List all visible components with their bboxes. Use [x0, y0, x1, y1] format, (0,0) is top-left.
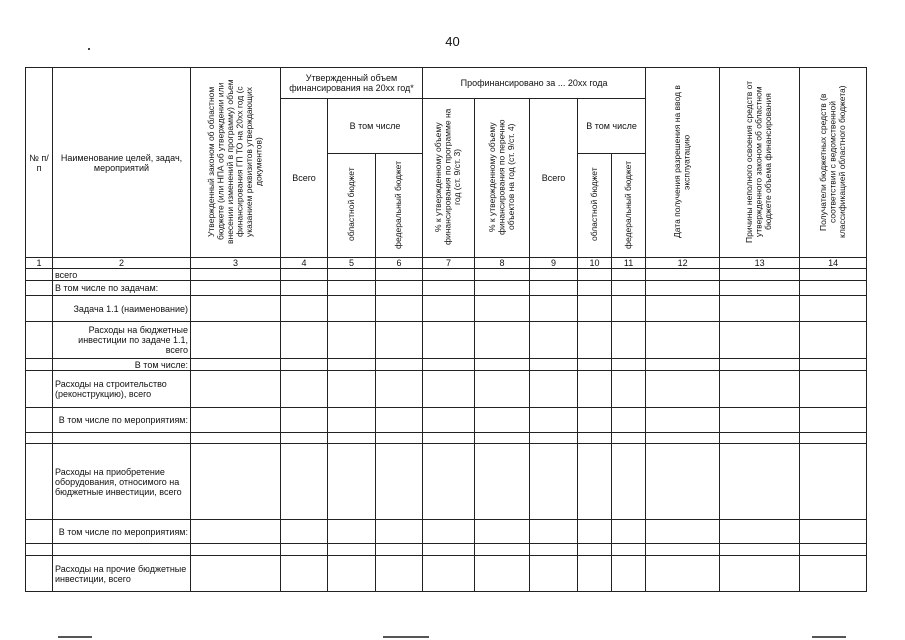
colnum: 7: [423, 258, 475, 269]
header-reasons-cell: [720, 68, 800, 258]
colnum: 10: [578, 258, 612, 269]
colnum: 12: [646, 258, 720, 269]
row-label: Расходы на прочие бюджетные инвестиции, всего: [53, 556, 191, 592]
colnum: 2: [53, 258, 191, 269]
table-row: [26, 269, 867, 281]
header-federal-cell: [376, 154, 423, 258]
header-regional2-cell: [578, 154, 612, 258]
table-row: [26, 359, 867, 371]
header-pct-program: % к утвержденному объему финансирования по программе на год (ст. 9/ст. 3): [433, 108, 463, 246]
table-row: [26, 433, 867, 444]
header-reasons: Причины неполного освоения средств от утвержденного законом об областном бюджете объема финансирования: [744, 80, 774, 243]
table-row: [26, 322, 867, 359]
financing-report-table: [25, 67, 867, 592]
row-label: Расходы на бюджетные инвестиции по задаче 1.1, всего: [53, 322, 191, 359]
row-label: В том числе по мероприятиям:: [53, 408, 191, 433]
table-row: [26, 371, 867, 408]
header-recipients: Получатели бюджетных средств (в соответствии с ведомственной классификацией областного бюджета): [817, 85, 847, 238]
row-label: Расходы на приобретение оборудования, относимого на бюджетные инвестиции, всего: [53, 444, 191, 520]
colnum: 8: [475, 258, 530, 269]
colnum: 14: [800, 258, 867, 269]
table-row: [26, 444, 867, 520]
row-label: В том числе по задачам:: [53, 281, 191, 296]
table-row: [26, 556, 867, 592]
header-recipients-cell: [800, 68, 867, 258]
row-label: Задача 1.1 (наименование): [53, 296, 191, 322]
colnum: 9: [530, 258, 578, 269]
row-label: [53, 433, 191, 444]
colnum: 5: [328, 258, 376, 269]
header-regional2: областной бюджет: [588, 167, 599, 242]
header-law-cell: [191, 68, 281, 258]
header-federal2-cell: [612, 154, 646, 258]
column-numbers-row: [26, 258, 867, 269]
colnum: 11: [612, 258, 646, 269]
header-num: № п/п: [26, 68, 53, 258]
header-including: В том числе: [328, 99, 423, 154]
colnum: 3: [191, 258, 281, 269]
table-row: [26, 408, 867, 433]
row-label: В том числе по мероприятиям:: [53, 520, 191, 544]
table-row: [26, 296, 867, 322]
header-total: Всего: [281, 99, 328, 258]
header-federal: федеральный бюджет: [393, 160, 404, 249]
header-regional: областной бюджет: [345, 167, 356, 242]
row-label: всего: [53, 269, 191, 281]
row-label: В том числе:: [53, 359, 191, 371]
header-approved-group: Утвержденный объем финансирования на 20хх год*: [281, 68, 423, 99]
header-financed-group: Профинансировано за ... 20хх года: [423, 68, 646, 99]
row-label: Расходы на строительство (реконструкцию), всего: [53, 371, 191, 408]
colnum: 6: [376, 258, 423, 269]
header-law: Утвержденный законом об областном бюджете (или НПА об утверждении или внесении изменений в программу) объем финансирования ГП ТО на 20хх год (с указанием реквизитов утверждающих документов): [206, 79, 264, 244]
header-federal2: федеральный бюджет: [622, 160, 633, 249]
scan-edge-mark: [383, 636, 429, 638]
colnum: 1: [26, 258, 53, 269]
table-row: [26, 281, 867, 296]
scan-edge-mark: [812, 636, 846, 638]
header-permit-date: Дата получения разрешения на ввод в эксплуатацию: [672, 85, 692, 238]
table-row: [26, 520, 867, 544]
scan-edge-mark: [58, 636, 92, 638]
header-pct-program-cell: [423, 99, 475, 258]
header-name: Наименование целей, задач, мероприятий: [53, 68, 191, 258]
colnum: 13: [720, 258, 800, 269]
table-row: [26, 544, 867, 556]
header-permit-cell: [646, 68, 720, 258]
page-number: 40: [445, 34, 460, 49]
row-label: [53, 544, 191, 556]
scan-speck: [88, 48, 90, 50]
header-pct-objects: % к утвержденному объему финансирования по перечню объектов на год (ст. 9/ст. 4): [486, 119, 516, 235]
header-including2: В том числе: [578, 99, 646, 154]
header-pct-objects-cell: [475, 99, 530, 258]
header-regional-cell: [328, 154, 376, 258]
header-total2: Всего: [530, 99, 578, 258]
colnum: 4: [281, 258, 328, 269]
